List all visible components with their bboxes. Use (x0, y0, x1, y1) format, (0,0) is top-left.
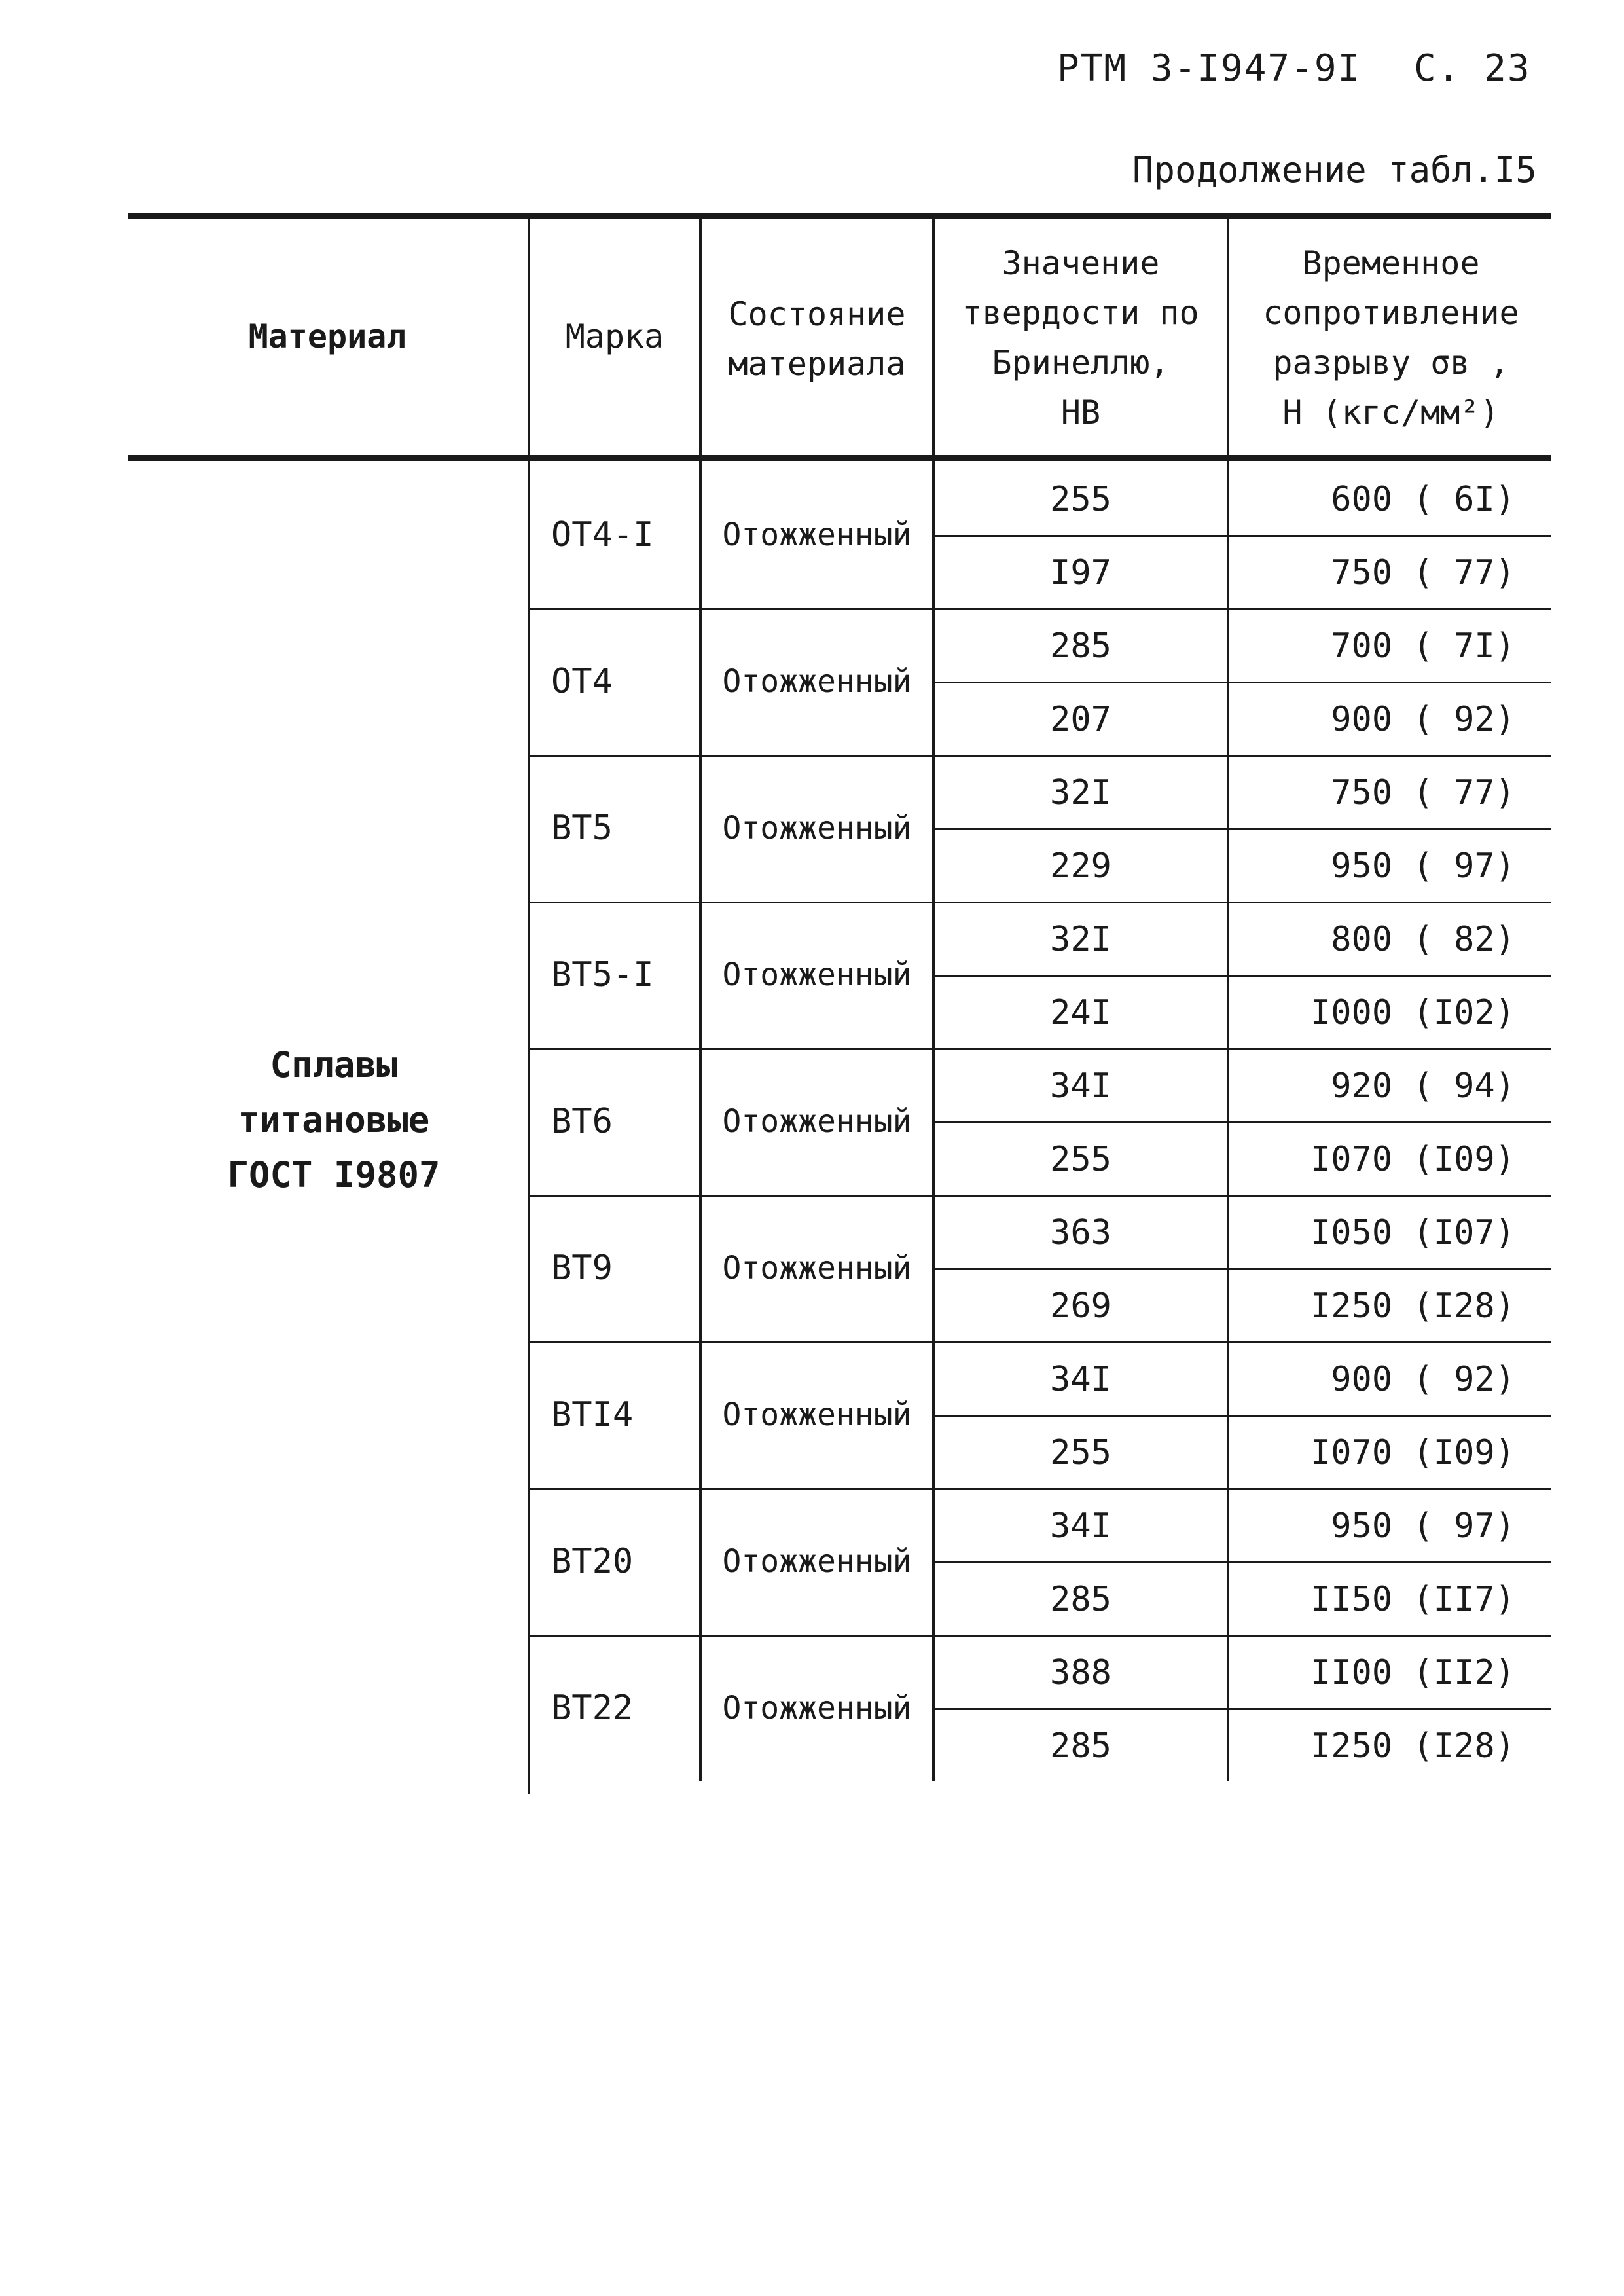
hb-value: 363 (1050, 1213, 1111, 1252)
col-header-strength-line2: сопротивление (1263, 294, 1519, 332)
col-header-hb-line2: твердости по (962, 294, 1199, 332)
group-divider (529, 1341, 1551, 1343)
row-divider (932, 1121, 1551, 1123)
page-number: С. 23 (1414, 47, 1531, 90)
strength-value: I000 (I02) (1310, 993, 1515, 1032)
material-cell (196, 1038, 471, 1203)
col-header-hb-line1: Значение (1001, 244, 1160, 282)
state-cell: Отожженный (722, 1690, 912, 1726)
row-divider (932, 828, 1551, 830)
grade-cell: ОТ4-I (551, 515, 654, 555)
strength-value: 950 ( 97) (1331, 1506, 1515, 1546)
hb-value: 388 (1050, 1653, 1111, 1692)
hb-value: 32I (1050, 773, 1111, 812)
grade-cell: ВТ20 (551, 1542, 634, 1581)
col-header-state (703, 289, 931, 389)
grade-cell: ВТ22 (551, 1688, 634, 1728)
strength-value: I250 (I28) (1310, 1286, 1515, 1326)
table-continuation-caption: Продолжение табл.I5 (1132, 149, 1537, 191)
row-divider (932, 682, 1551, 683)
column-divider-hb (932, 216, 935, 1781)
col-header-state-line2: материала (728, 345, 906, 383)
col-header-strength-line3: разрыву σв , (1272, 344, 1509, 382)
state-cell: Отожженный (722, 1543, 912, 1580)
grade-cell: ВТ5-I (551, 955, 654, 994)
material-line2: титановые (238, 1099, 430, 1140)
grade-cell: ВТI4 (551, 1395, 634, 1434)
hb-value: 34I (1050, 1360, 1111, 1399)
group-divider (529, 1635, 1551, 1637)
hb-value: 34I (1050, 1066, 1111, 1106)
state-cell: Отожженный (722, 810, 912, 847)
document-code: РТМ 3-I947-9I (1057, 47, 1362, 90)
table-top-rule (128, 213, 1551, 219)
grade-cell: ВТ5 (551, 809, 613, 848)
col-header-strength (1231, 238, 1551, 437)
row-divider (932, 535, 1551, 537)
hb-value: 229 (1050, 847, 1111, 886)
row-divider (932, 1708, 1551, 1710)
hb-value: 285 (1050, 1726, 1111, 1766)
material-line1: Сплавы (270, 1044, 398, 1085)
header-bottom-rule (128, 455, 1551, 461)
hb-value: 255 (1050, 1140, 1111, 1179)
col-header-material: Материал (248, 318, 406, 355)
hb-value: 269 (1050, 1286, 1111, 1326)
hb-value: 24I (1050, 993, 1111, 1032)
column-divider-state (699, 216, 702, 1781)
group-divider (529, 1048, 1551, 1050)
strength-value: 700 ( 7I) (1331, 627, 1515, 666)
strength-value: I070 (I09) (1310, 1140, 1515, 1179)
state-cell: Отожженный (722, 1103, 912, 1140)
hb-value: 255 (1050, 1433, 1111, 1472)
group-divider (529, 902, 1551, 903)
state-cell: Отожженный (722, 1250, 912, 1286)
grade-cell: ВТ6 (551, 1102, 613, 1141)
state-cell: Отожженный (722, 1396, 912, 1433)
group-divider (529, 755, 1551, 757)
hb-value: I97 (1050, 553, 1111, 592)
column-divider-grade (528, 216, 530, 1794)
row-divider (932, 975, 1551, 977)
strength-value: 750 ( 77) (1331, 553, 1515, 592)
strength-value: 750 ( 77) (1331, 773, 1515, 812)
group-divider (529, 608, 1551, 610)
hb-value: 32I (1050, 920, 1111, 959)
hb-value: 285 (1050, 1580, 1111, 1619)
row-divider (932, 1268, 1551, 1270)
group-divider (529, 1488, 1551, 1490)
grade-cell: ВТ9 (551, 1248, 613, 1288)
state-cell: Отожженный (722, 663, 912, 700)
col-header-strength-line4: Н (кгс/мм²) (1282, 393, 1500, 431)
grade-cell: ОТ4 (551, 662, 613, 701)
strength-value: II00 (II2) (1310, 1653, 1515, 1692)
col-header-hb (936, 238, 1225, 437)
col-header-hb-line4: НВ (1060, 393, 1101, 431)
state-cell: Отожженный (722, 957, 912, 993)
strength-value: 900 ( 92) (1331, 1360, 1515, 1399)
strength-value: 600 ( 6I) (1331, 480, 1515, 519)
col-header-state-line1: Состояние (728, 295, 906, 333)
strength-value: 920 ( 94) (1331, 1066, 1515, 1106)
material-line3: ГОСТ I9807 (227, 1154, 441, 1195)
strength-value: 950 ( 97) (1331, 847, 1515, 886)
row-divider (932, 1561, 1551, 1563)
strength-value: I250 (I28) (1310, 1726, 1515, 1766)
state-cell: Отожженный (722, 517, 912, 553)
col-header-strength-line1: Временное (1302, 244, 1480, 282)
strength-value: 900 ( 92) (1331, 700, 1515, 739)
col-header-hb-line3: Бринеллю, (992, 344, 1170, 382)
col-header-grade: Марка (565, 318, 664, 355)
column-divider-strength (1227, 216, 1229, 1781)
strength-value: 800 ( 82) (1331, 920, 1515, 959)
hb-value: 285 (1050, 627, 1111, 666)
hb-value: 34I (1050, 1506, 1111, 1546)
strength-value: I070 (I09) (1310, 1433, 1515, 1472)
hb-value: 207 (1050, 700, 1111, 739)
strength-value: I050 (I07) (1310, 1213, 1515, 1252)
row-divider (932, 1415, 1551, 1417)
strength-value: II50 (II7) (1310, 1580, 1515, 1619)
group-divider (529, 1195, 1551, 1197)
hb-value: 255 (1050, 480, 1111, 519)
